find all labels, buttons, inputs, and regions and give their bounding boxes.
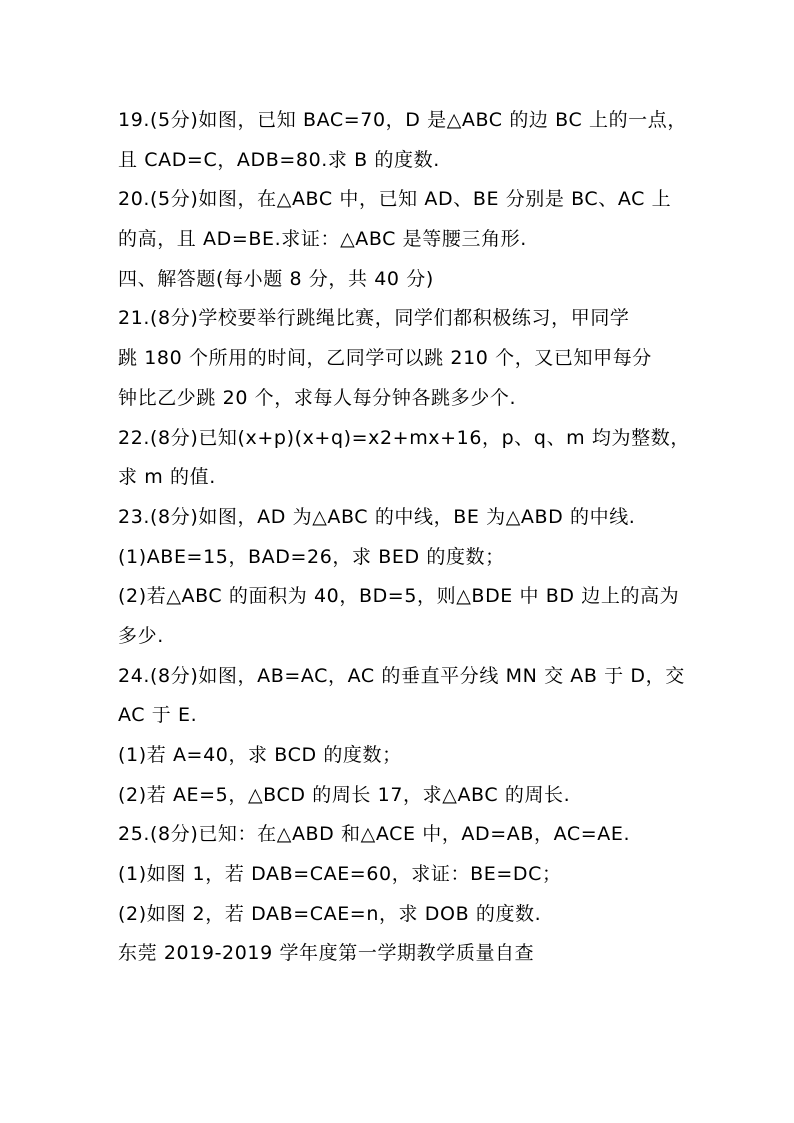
question-24-part-1: (1)若 A=40，求 BCD 的度数； bbox=[118, 744, 402, 766]
section-heading: 四、解答题(每小题 8 分，共 40 分) bbox=[118, 267, 434, 290]
question-21-line-1: 21.(8分)学校要举行跳绳比赛，同学们都积极练习，甲同学 bbox=[118, 307, 630, 330]
question-21-line-2: 跳 180 个所用的时间，乙同学可以跳 210 个，又已知甲每分 bbox=[118, 347, 652, 370]
question-24-line-2: AC 于 E. bbox=[118, 704, 198, 727]
question-20-line-2: 的高，且 AD=BE.求证：△ABC 是等腰三角形. bbox=[118, 228, 527, 251]
question-25-part-2: (2)如图 2，若 DAB=CAE=n，求 DOB 的度数. bbox=[118, 902, 542, 925]
exam-title-footer: 东莞 2019-2019 学年度第一学期教学质量自查 bbox=[118, 942, 535, 965]
question-23-part-1: (1)ABE=15，BAD=26，求 BED 的度数； bbox=[118, 545, 505, 568]
question-19-line-2: 且 CAD=C，ADB=80.求 B 的度数. bbox=[118, 148, 440, 171]
question-22-line-2: 求 m 的值. bbox=[118, 466, 216, 489]
question-20-line-1: 20.(5分)如图，在△ABC 中，已知 AD、BE 分别是 BC、AC 上 bbox=[118, 188, 672, 211]
question-24-part-2: (2)若 AE=5，△BCD 的周长 17，求△ABC 的周长. bbox=[118, 783, 571, 806]
question-23-line-1: 23.(8分)如图，AD 为△ABC 的中线，BE 为△ABD 的中线. bbox=[118, 505, 636, 528]
document-body bbox=[118, 101, 690, 974]
question-25-line-1: 25.(8分)已知：在△ABD 和△ACE 中，AD=AB，AC=AE. bbox=[118, 823, 631, 846]
question-21-line-3: 钟比乙少跳 20 个，求每人每分钟各跳多少个. bbox=[118, 386, 517, 409]
question-22-line-1: 22.(8分)已知(x+p)(x+q)=x2+mx+16，p、q、m 均为整数， bbox=[118, 426, 690, 449]
question-24-line-1: 24.(8分)如图，AB=AC，AC 的垂直平分线 MN 交 AB 于 D，交 bbox=[118, 664, 685, 687]
question-25-part-1: (1)如图 1，若 DAB=CAE=60，求证：BE=DC； bbox=[118, 863, 562, 886]
question-23-part-2-line-1: (2)若△ABC 的面积为 40，BD=5，则△BDE 中 BD 边上的高为 bbox=[118, 585, 680, 608]
question-19-line-1: 19.(5分)如图，已知 BAC=70，D 是△ABC 的边 BC 上的一点， bbox=[118, 109, 687, 131]
question-23-part-2-line-2: 多少. bbox=[118, 624, 164, 647]
